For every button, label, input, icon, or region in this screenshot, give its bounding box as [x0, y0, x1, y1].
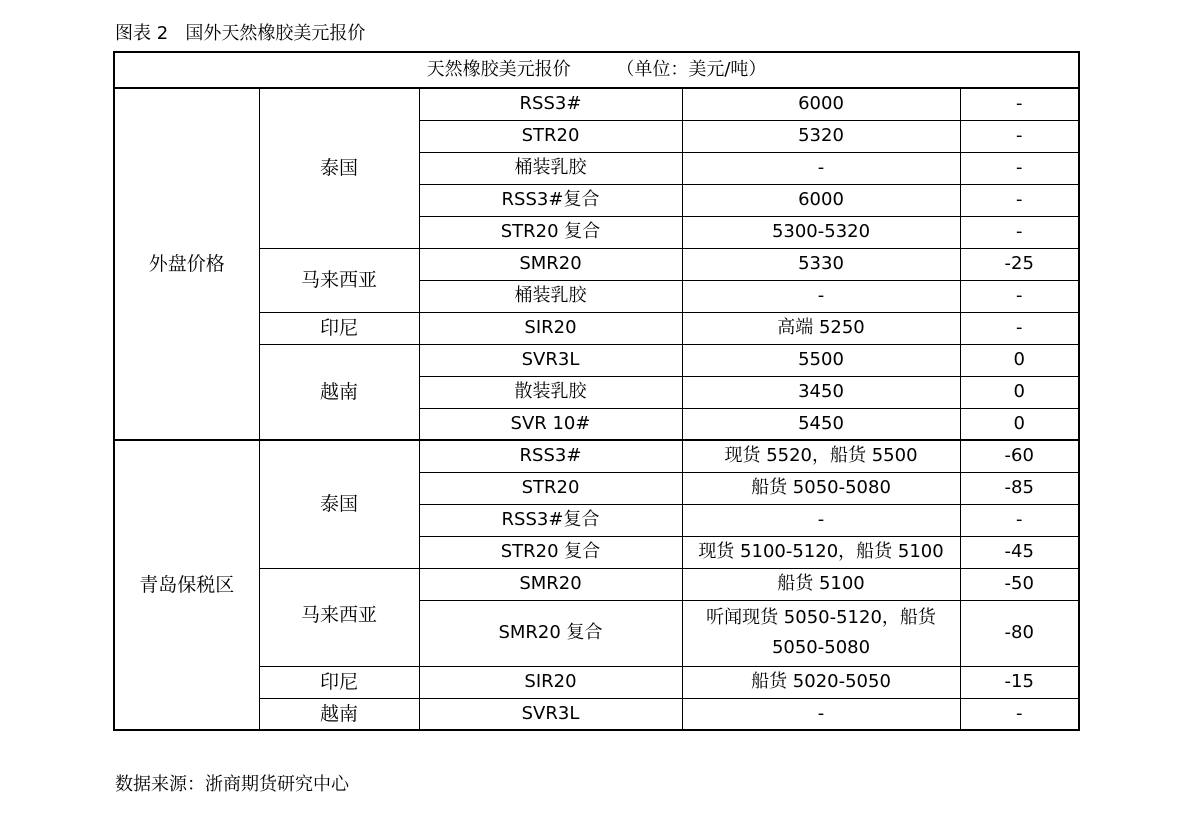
change-cell: 0	[960, 408, 1079, 440]
table-row	[114, 344, 1079, 376]
change-cell: -25	[960, 248, 1079, 280]
grade-cell: 桶装乳胶	[419, 280, 682, 312]
origin-label: 印尼	[259, 312, 419, 344]
grade-cell: SMR20	[419, 568, 682, 600]
grade-cell: RSS3#复合	[419, 184, 682, 216]
grade-cell: 桶装乳胶	[419, 152, 682, 184]
grade-cell: STR20	[419, 120, 682, 152]
price-cell: 船货 5050-5080	[682, 472, 960, 504]
price-cell: 5330	[682, 248, 960, 280]
change-cell: -	[960, 120, 1079, 152]
change-cell: 0	[960, 376, 1079, 408]
origin-label: 越南	[259, 344, 419, 440]
table-row	[114, 440, 1079, 472]
price-cell: 高端 5250	[682, 312, 960, 344]
price-cell: 5450	[682, 408, 960, 440]
table-title-row	[114, 52, 1079, 88]
table-row	[114, 698, 1079, 730]
change-cell: -85	[960, 472, 1079, 504]
change-cell: -	[960, 504, 1079, 536]
price-cell: 6000	[682, 88, 960, 120]
grade-cell: SMR20 复合	[419, 600, 682, 666]
change-cell: -45	[960, 536, 1079, 568]
table-row	[114, 312, 1079, 344]
grade-cell: 散装乳胶	[419, 376, 682, 408]
grade-cell: RSS3#	[419, 440, 682, 472]
price-cell: -	[682, 504, 960, 536]
origin-label: 马来西亚	[259, 568, 419, 666]
grade-cell: SVR3L	[419, 344, 682, 376]
data-source-note: 数据来源：浙商期货研究中心	[115, 774, 349, 795]
change-cell: -	[960, 88, 1079, 120]
change-cell: -15	[960, 666, 1079, 698]
change-cell: -	[960, 184, 1079, 216]
change-cell: 0	[960, 344, 1079, 376]
grade-cell: STR20 复合	[419, 216, 682, 248]
price-cell: -	[682, 698, 960, 730]
change-cell: -	[960, 280, 1079, 312]
origin-label: 越南	[259, 698, 419, 730]
grade-cell: SVR3L	[419, 698, 682, 730]
price-cell	[682, 600, 960, 666]
figure-caption: 图表 2 国外天然橡胶美元报价	[115, 23, 366, 44]
grade-cell: SMR20	[419, 248, 682, 280]
price-cell: 5500	[682, 344, 960, 376]
price-cell: 5320	[682, 120, 960, 152]
grade-cell: SIR20	[419, 312, 682, 344]
change-cell: -	[960, 698, 1079, 730]
price-line: 听闻现货 5050-5120，船货	[706, 607, 936, 628]
price-cell: -	[682, 280, 960, 312]
grade-cell: STR20 复合	[419, 536, 682, 568]
origin-label: 马来西亚	[259, 248, 419, 312]
price-cell: 现货 5100-5120，船货 5100	[682, 536, 960, 568]
grade-cell: RSS3#	[419, 88, 682, 120]
grade-cell: RSS3#复合	[419, 504, 682, 536]
origin-label: 印尼	[259, 666, 419, 698]
table-row	[114, 568, 1079, 600]
price-cell: 船货 5020-5050	[682, 666, 960, 698]
change-cell: -60	[960, 440, 1079, 472]
table-row	[114, 88, 1079, 120]
origin-label: 泰国	[259, 88, 419, 248]
change-cell: -	[960, 152, 1079, 184]
grade-cell: SIR20	[419, 666, 682, 698]
change-cell: -	[960, 312, 1079, 344]
market-label: 外盘价格	[114, 88, 259, 440]
price-cell: 现货 5520，船货 5500	[682, 440, 960, 472]
table-row	[114, 248, 1079, 280]
change-cell: -80	[960, 600, 1079, 666]
price-cell: 3450	[682, 376, 960, 408]
price-line: 5050-5080	[771, 637, 871, 658]
change-cell: -50	[960, 568, 1079, 600]
origin-label: 泰国	[259, 440, 419, 568]
grade-cell: STR20	[419, 472, 682, 504]
table-row	[114, 666, 1079, 698]
table-title: 天然橡胶美元报价 （单位：美元/吨）	[114, 52, 1079, 88]
price-cell: 5300-5320	[682, 216, 960, 248]
market-label: 青岛保税区	[114, 440, 259, 730]
grade-cell: SVR 10#	[419, 408, 682, 440]
rubber-price-table	[113, 51, 1080, 731]
change-cell: -	[960, 216, 1079, 248]
price-cell: 6000	[682, 184, 960, 216]
price-cell: -	[682, 152, 960, 184]
price-cell: 船货 5100	[682, 568, 960, 600]
